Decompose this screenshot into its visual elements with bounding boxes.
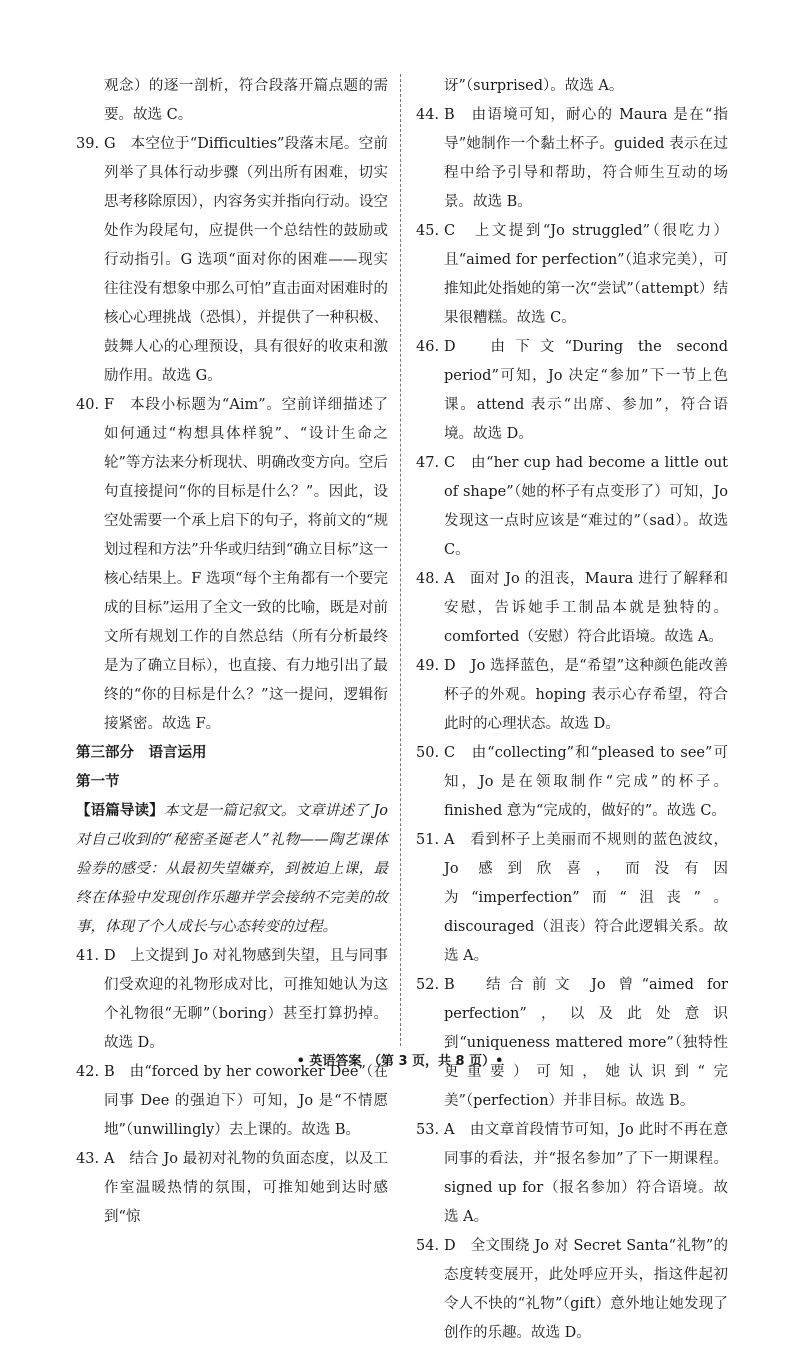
answer-item-42 — [76, 1058, 388, 1145]
item-text: C 由“her cup had become a little out of shape”（她的杯子有点变形了）可知，Jo 发现这一点时应该是“难过的”（sad）。故选 C。 — [444, 455, 728, 558]
item-text: A 结合 Jo 最初对礼物的负面态度，以及工作室温暖热情的氛围，可推知她到达时感到“惊 — [104, 1151, 388, 1225]
item-text: A 由文章首段情节可知，Jo 此时不再在意同事的看法，并“报名参加”了下一期课程。signed up for（报名参加）符合语境。故选 A。 — [444, 1122, 728, 1225]
item-number: 45. — [416, 223, 440, 239]
answer-item-53 — [416, 1116, 728, 1232]
item-number: 40. — [76, 397, 100, 413]
item-text: C 上文提到“Jo struggled”（很吃力）且“aimed for perfection”（追求完美），可推知此处指她的第一次“尝试”（attempt）结果很糟糕。故选 C。 — [444, 223, 728, 326]
answer-item-54 — [416, 1232, 728, 1348]
guide-tag: 【语篇导读】 — [76, 803, 164, 819]
answer-item-47 — [416, 449, 728, 565]
item-number: 51. — [416, 832, 440, 848]
item-text: D 全文围绕 Jo 对 Secret Santa“礼物”的态度转变展开，此处呼应开头，指这件起初令人不快的“礼物”（gift）意外地让她发现了创作的乐趣。故选 D。 — [444, 1238, 728, 1341]
item-text: G 本空位于“Difficulties”段落末尾。空前列举了具体行动步骤（列出所有困难，切实思考移除原因），内容务实并指向行动。设空处作为段尾句，应提供一个总结性的鼓励或行动指引。G 选项“面对你的困难——现实往往没有想象中那么可怕”直击面对困难时的核心心理挑战（恐惧），并提供了一种积极、鼓舞人心的心理预设，具有很好的收束和激励作用。故选 G。 — [104, 136, 388, 384]
section-title: 第一节 — [76, 774, 120, 790]
column-divider — [400, 74, 401, 1046]
item-number: 42. — [76, 1064, 100, 1080]
answer-item-52 — [416, 971, 728, 1116]
answer-item-48 — [416, 565, 728, 652]
part-title: 第三部分 语言运用 — [76, 745, 207, 761]
item-text: D 由下文“During the second period”可知，Jo 决定“参加”下一节上色课。attend 表示“出席、参加”，符合语境。故选 D。 — [444, 339, 728, 442]
page-footer: • 英语答案 （第 3 页，共 8 页）• — [296, 1054, 504, 1069]
item-number: 54. — [416, 1238, 440, 1254]
answer-item-45 — [416, 217, 728, 333]
answer-item-39 — [76, 130, 388, 391]
item-number: 39. — [76, 136, 100, 152]
item-text: D Jo 选择蓝色，是“希望”这种颜色能改善杯子的外观。hoping 表示心存希望，符合此时的心理状态。故选 D。 — [444, 658, 728, 732]
reading-guide — [76, 797, 388, 942]
item-text: C 由“collecting”和“pleased to see”可知，Jo 是在领取制作“完成”的杯子。finished 意为“完成的，做好的”。故选 C。 — [444, 745, 728, 819]
answer-43-continuation: 讶”（surprised）。故选 A。 — [444, 78, 624, 94]
answer-item-50 — [416, 739, 728, 826]
item-text: A 看到杯子上美丽而不规则的蓝色波纹，Jo 感到欣喜，而没有因为“imperfection”而“沮丧”。discouraged（沮丧）符合此逻辑关系。故选 A。 — [444, 832, 728, 964]
answer-item-44 — [416, 101, 728, 217]
item-text: A 面对 Jo 的沮丧，Maura 进行了解释和安慰，告诉她手工制品本就是独特的。comforted（安慰）符合此语境。故选 A。 — [444, 571, 728, 645]
item-number: 47. — [416, 455, 440, 471]
answer-38-continuation: 观念）的逐一剖析，符合段落开篇点题的需要。故选 C。 — [104, 78, 388, 123]
item-number: 46. — [416, 339, 440, 355]
right-column — [416, 72, 728, 1348]
item-number: 48. — [416, 571, 440, 587]
item-text: F 本段小标题为“Aim”。空前详细描述了如何通过“构想具体样貌”、“设计生命之轮”等方法来分析现状、明确改变方向。空后句直接提问“你的目标是什么？”。因此，设空处需要一个承上启下的句子，将前文的“规划过程和方法”升华或归结到“确立目标”这一核心结果上。F 选项“每个主角都有一个要完成的目标”运用了全文一致的比喻，既是对前文所有规划工作的自然总结（所有分析最终是为了确立目标），也直接、有力地引出了最终的“你的目标是什么？”这一提问，逻辑衔接紧密。故选 F。 — [104, 397, 388, 732]
item-text: D 上文提到 Jo 对礼物感到失望，且与同事们受欢迎的礼物形成对比，可推知她认为这个礼物很“无聊”（boring）甚至打算扔掉。故选 D。 — [104, 948, 388, 1051]
answer-item-43 — [76, 1145, 388, 1232]
item-number: 53. — [416, 1122, 440, 1138]
answer-item-40 — [76, 391, 388, 739]
answer-item-46 — [416, 333, 728, 449]
answer-item-49 — [416, 652, 728, 739]
answer-item-41 — [76, 942, 388, 1058]
item-number: 44. — [416, 107, 440, 123]
item-number: 41. — [76, 948, 100, 964]
item-number: 50. — [416, 745, 440, 761]
item-text: B 结合前文 Jo 曾“aimed for perfection”，以及此处意识到“uniqueness mattered more”（独特性更重要）可知，她认识到“完美”（perfection）并非目标。故选 B。 — [444, 977, 728, 1109]
item-text: B 由“forced by her coworker Dee”（在同事 Dee 的强迫下）可知，Jo 是“不情愿地”（unwillingly）去上课的。故选 B。 — [104, 1064, 388, 1138]
item-number: 43. — [76, 1151, 100, 1167]
item-number: 52. — [416, 977, 440, 993]
guide-text: 本文是一篇记叙文。文章讲述了 Jo 对自己收到的“秘密圣诞老人”礼物——陶艺课体验券的感受：从最初失望嫌弃，到被迫上课，最终在体验中发现创作乐趣并学会接纳不完美的故事，体现了个人成长与心态转变的过程。 — [76, 803, 388, 935]
answer-item-51 — [416, 826, 728, 971]
item-number: 49. — [416, 658, 440, 674]
item-text: B 由语境可知，耐心的 Maura 是在“指导”她制作一个黏土杯子。guided 表示在过程中给予引导和帮助，符合师生互动的场景。故选 B。 — [444, 107, 728, 210]
